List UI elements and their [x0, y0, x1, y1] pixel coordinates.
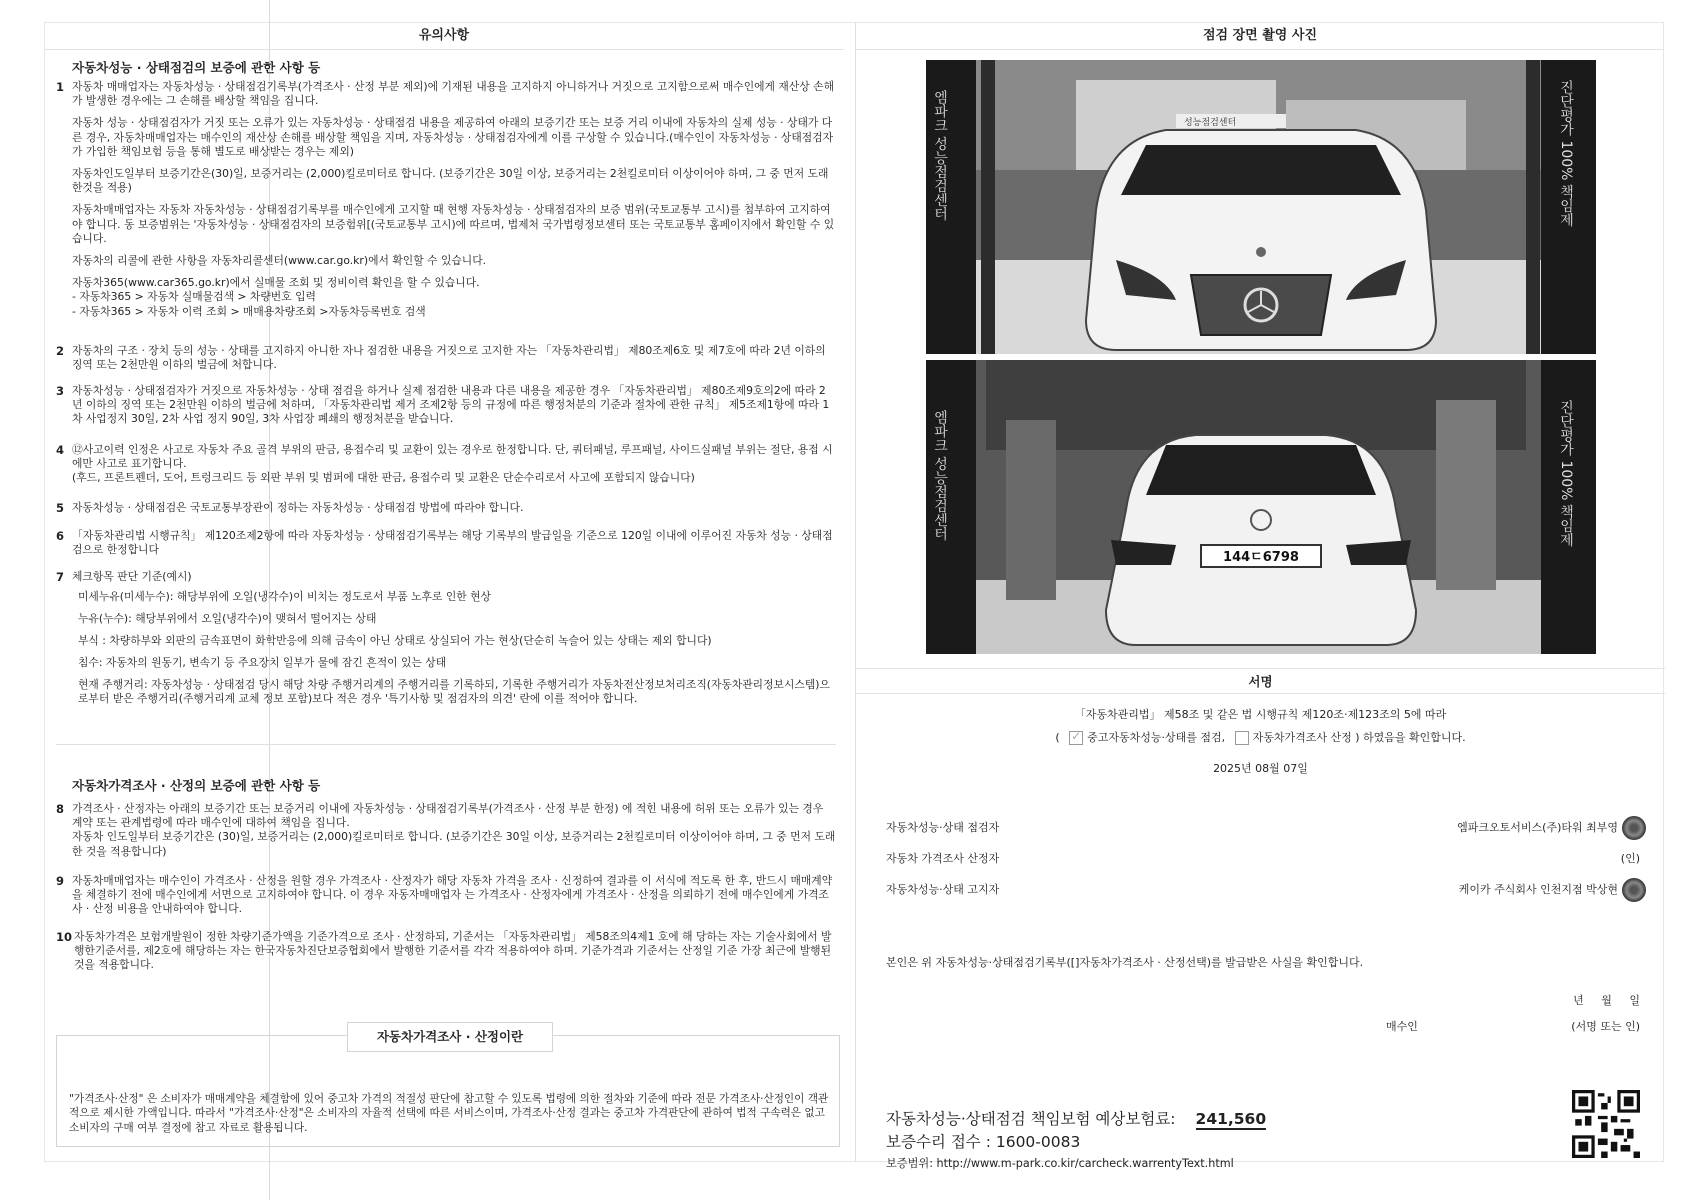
receipt-date: 년 월 일 [1573, 994, 1640, 1007]
seal-icon [1622, 878, 1646, 902]
confirm-line: ( ✓ 중고자동차성능·상태를 점검, 자동차가격조사 산정 ) 하였음을 확인합니다. [856, 729, 1665, 745]
section1-title: 자동차성능 · 상태점검의 보증에 관한 사항 등 [72, 60, 321, 75]
photos-title: 점검 장면 촬영 사진 [856, 22, 1664, 50]
receipt-statement: 본인은 위 자동차성능·상태점검기록부([]자동차가격조사 · 산정선택)를 발급받은 사실을 확인합니다. [886, 956, 1364, 969]
item-7-s2: 누유(누수): 해당부위에서 오일(냉각수)이 맺혀서 떨어지는 상태 [78, 612, 377, 625]
svg-text:엠파크 성능점검센터: 엠파크 성능점검센터 [932, 410, 948, 541]
item-1-p4: 자동차매매업자는 자동차 자동차성능 · 상태점검기록부를 매수인에게 고지할 때 현행 자동차성능 · 상태점검자의 보증 범위(국토교통부 고시)를 첨부하여 고지하여야 합니다. 동 보증범위는 '자동차성능 · 상태점검자의 보증험위[(국토교통부 고시)에 따르며, 법제처 국가법령정보센터 또는 국토교통부 홈페이지에서 확인할 수 있습니다. [72, 203, 835, 245]
item-1-p7: - 자동차365 > 자동차 실매물검색 > 차량번호 입력 [72, 290, 316, 304]
notifier-row: 자동차성능·상태 고지자 케이카 주식회사 인천지점 박상현 [886, 879, 1646, 901]
item-7-s3: 부식 : 차량하부와 외판의 금속표면이 화학반응에 의해 금속이 아닌 상태로 상실되어 가는 현상(단순히 녹슬어 있는 상태는 제외 합니다) [78, 634, 712, 647]
item-3: 3 자동차성능 · 상태점검자가 거짓으로 자동차성능 · 상태 점검을 하거나 실제 점검한 내용과 다른 내용을 제공한 경우 「자동차관리법」 제80조제9호의2에 따라 2년 이하의 징역 또는 2천만원 이하의 벌금에 처하며, 「자동차관리법 제거 조제2항 등의 규정에 따른 행정처분의 기준과 절차에 관한 규칙」 제5조제1항에 따라 1차 사업정지 30일, 2차 사업 정지 90일, 3차 사업장 폐쇄의 행정처분을 받습니다. [56, 384, 830, 426]
definition-title: 자동차가격조사 · 산정이란 [347, 1022, 553, 1052]
item-5: 5 자동차성능 · 상태점검은 국토교통부장관이 정하는 자동차성능 · 상태점검 방법에 따라야 합니다. [56, 501, 524, 515]
buyer-row: 매수인 (서명 또는 인) [1386, 1020, 1640, 1033]
signature-title: 서명 [856, 668, 1665, 694]
item-7-s1: 미세누유(미세누수): 해당부위에 오일(냉각수)이 비치는 정도로서 부품 노후로 인한 현상 [78, 590, 491, 603]
seal-icon [1622, 816, 1646, 840]
section2-title: 자동차가격조사 · 산정의 보증에 관한 사항 등 [72, 778, 321, 793]
qr-code-icon [1572, 1090, 1640, 1158]
svg-text:성능점검센터: 성능점검센터 [1184, 118, 1237, 128]
item-1-p1: 자동차 매매업자는 자동차성능 · 상태점검기록부(가격조사 · 산정 부분 제외)에 기재된 내용을 고지하지 아니하거나 거짓으로 고지함으로써 매수인에게 재산상 손해가 발생한 경우에는 그 손해를 배상할 책임을 집니다. [72, 80, 834, 108]
item-1-p2: 자동차 성능 · 상태점검자가 거짓 또는 오류가 있는 자동차성능 · 상태점검 내용을 제공하여 아래의 보증기간 또는 보증 거리 이내에 자동차의 실제 성능 · 상태가 다른 경우, 자동차매매업자는 매수인의 재산상 손해를 배상할 책임을 지며, 자동차성능 · 상태점검자에게 이를 구상할 수 있습니다.(매수인이 자동차성능 · 상태점검자가 가입한 책임보험 등을 통해 별도로 배상받는 경우는 제외) [72, 116, 834, 158]
inspector-row: 자동차성능·상태 점검자 엠파크오토서비스(주)타워 최부영 [886, 817, 1646, 839]
notes-column [44, 22, 844, 1162]
law-line: 「자동차관리법」 제58조 및 같은 법 시행규칙 제120조·제123조의 5에 따라 [1074, 708, 1447, 721]
item-1: 1 자동차 매매업자는 자동차성능 · 상태점검기록부(가격조사 · 산정 부분 제외)에 기재된 내용을 고지하지 아니하거나 거짓으로 고지함으로써 매수인에게 재산상 손해가 발생한 경우에는 그 손해를 배상할 책임을 집니다. 자동차 성능 · 상태점검자가 거짓 또는 오류가 있는 자동차성능 · 상태점검 내용을 제공하여 아래의 보증기간 또는 보증 거리 이내에 자동차의 실제 성능 · 상태가 다른 경우, 자동차매매업자는 매수인의 재산상 손해를 배상할 책임을 지며, 자동차성능 · 상태점검자에게 이를 구상할 수 있습니다.(매수인이 자동차성능 · 상태점검자가 가입한 책임보험 등을 통해 별도로 배상받는 경우는 제외) 자동차인도일부터 보증기간은(30)일, 보증거리는 (2,000)킬로미터로 합니다. (보증기간은 30일 이상, 보증거리는 2천킬로미터 이상이어야 하며, 그 중 먼저 도래한것을 적용) 자동차매매업자는 자동차 자동차성능 · 상태점검기록부를 매수인에게 고지할 때 현행 자동차성능 · 상태점검자의 보증 범위(국토교통부 고시)를 첨부하여 고지하여야 합니다. 동 보증범위는 '자동차성능 · 상태점검자의 보증험위[(국토교통부 고시)에 따르며, 법제처 국가법령정보센터 또는 국토교통부 홈페이지에서 확인할 수 있습니다. 자동차의 리콜에 관한 사항을 자동차리콜센터(www.car.go.kr)에서 확인할 수 있습니다. 자동차365(www.car365.go.kr)에서 실매물 조회 및 정비이력 확인을 할 수 있습니다. - 자동차365 > 자동차 실매물검색 > 차량번호 입력 - 자동차365 > 자동차 이력 조회 > 매매용차량조회 >자동차등록번호 검색 [56, 80, 835, 318]
item-1-p6: 자동차365(www.car365.go.kr)에서 실매물 조회 및 정비이력 확인을 할 수 있습니다. [72, 276, 480, 290]
item-10: 10 자동차가격은 보험개발원이 정한 차량기준가액을 기준가격으로 조사 · 산정하되, 기준서는 「자동차관리법」 제58조의4제1 호에 해 당하는 자는 기술사회에서 발행한기준서를, 제2호에 해당하는 자는 한국자동차진단보증협회에서 발행한 기준서를 각각 적용하여야 하며. 기준가격과 기준서는 산정일 기준 가장 최근에 발행된 것을 적용합니다. [56, 930, 832, 972]
section-divider [56, 744, 836, 745]
warranty-url[interactable]: 보증범위: http://www.m-park.co.kir/carcheck.warrentyText.html [886, 1157, 1234, 1170]
notes-title: 유의사항 [44, 22, 844, 50]
item-1-p8: - 자동차365 > 자동차 이력 조회 > 매매용차량조회 >자동차등록번호 검색 [72, 304, 426, 318]
photo-signature-column [855, 22, 1664, 1170]
premium-amount: 241,560 [1195, 1110, 1267, 1128]
inspection-photo-rear [926, 360, 1596, 654]
inspection-photo-front [926, 60, 1596, 354]
insurance-premium: 자동차성능·상태점검 책임보험 예상보험료: 241,560 [886, 1110, 1267, 1128]
svg-text:진단평가 100% 책임제: 진단평가 100% 책임제 [1558, 80, 1574, 227]
svg-text:엠파크 성능점검센터: 엠파크 성능점검센터 [932, 90, 948, 221]
item-2: 2 자동차의 구조 · 장치 등의 성능 · 상태를 고지하지 아니한 자나 점검한 내용을 거짓으로 고지한 자는 「자동차관리법」 제80조제6호 및 제7호에 따라 2년 이하의 징역 또는 2천만원 이하의 벌금에 처합니다. [56, 344, 826, 372]
definition-text: "가격조사·산정" 은 소비자가 매매계약을 체결함에 있어 중고차 가격의 적절성 판단에 참고할 수 있도록 법령에 의한 절차와 기준에 따라 전문 가격조사·산정인이 객관적으로 제시한 가액입니다. 따라서 "가격조사·산정"은 소비자의 자율적 선택에 따른 서비스이며, 가격조사·산정 결과는 중고차 가격판단에 관하여 법적 구속력은 없고 소비자의 구매 여부 결정에 참고 자료로 활용됩니다. [69, 1093, 829, 1134]
signature-date: 2025년 08월 07일 [1213, 762, 1308, 775]
item-9: 9 자동차매매업자는 매수인이 가격조사 · 산정을 원할 경우 가격조사 · 산정자가 해당 자동차 가격을 조사 · 신정하여 결과를 이 서식에 적도록 한 후, 반드시 매매계약을 체결하기 전에 매수인에게 서면으로 고지하여야 합니다. 이 경우 자동자매매업자 는 가격조사 · 산정자에게 가격조사 · 산정을 의뢰하기 전에 매수인에게 가격조사 · 산정 비용을 안내하여야 합니다. [56, 874, 833, 916]
item-7-s4: 침수: 자동차의 원동기, 변속기 등 주요장치 일부가 물에 잠긴 흔적이 있는 상태 [78, 656, 447, 669]
item-7-s5: 현재 주행거리: 자동차성능 · 상태점검 당시 해당 차량 주행거리계의 주행거리를 기록하되, 기록한 주행거리가 자동차전산정보처리조직(자동차관리정보시스템)으로부터 받은 주행거리(주행거리계 교체 정보 포함)보다 적은 경우 '특기사항 및 점검자의 의견' 란에 이를 적어야 합니다. [78, 678, 830, 706]
svg-text:진단평가 100% 책임제: 진단평가 100% 책임제 [1558, 400, 1574, 547]
definition-box [56, 1029, 840, 1147]
warranty-phone: 보증수리 접수 : 1600-0083 [886, 1133, 1081, 1151]
item-8: 8 가격조사 · 산정자는 아래의 보증기간 또는 보증거리 이내에 자동차성능 · 상태점검기록부(가격조사 · 산정 부분 한정) 에 적힌 내용에 허위 또는 오류가 있는 경우 계약 또는 관계법령에 따라 매수인에 대하여 책임을 집니다. 자동차 인도일부터 보증기간은 (30)일, 보증거리는 (2,000)킬로미터로 합니다. (보증기간은 30일 이상, 보증거리는 2천킬로미터 이상이어야 하며, 그 중 먼저 도래한 것을 적용합니다) [56, 802, 836, 858]
option2-checkbox[interactable] [1235, 731, 1249, 745]
item-1-p5: 자동차의 리콜에 관한 사항을 자동차리콜센터(www.car.go.kr)에서 확인할 수 있습니다. [72, 254, 487, 268]
item-6: 6 「자동차관리법 시행규칙」 제120조제2항에 따라 자동차성능 · 상태점검기록부는 해당 기록부의 발급일을 기준으로 120일 이내에 이루어진 자동차 성능 · 상태점검으로 한정합니다 [56, 529, 833, 557]
option1-checkbox[interactable] [1069, 731, 1083, 745]
appraiser-row: 자동차 가격조사 산정자 (인) [886, 852, 1640, 865]
item-4: 4 ⑫사고이력 인정은 사고로 자동차 주요 골격 부위의 판금, 용접수리 및 교환이 있는 경우로 한정합니다. 단, 쿼터패널, 루프패널, 사이드실패널 부위는 절단, 용접 시에만 사고로 표기합니다. (후드, 프론트펜더, 도어, 트렁크리드 등 외판 부위 및 범퍼에 대한 판금, 용접수리 및 교환은 단순수리로서 사고에 포함되지 않습니다) [56, 443, 833, 485]
item-7: 7 체크항목 판단 기준(예시) [56, 570, 192, 584]
license-plate: 144ㄷ6798 [1223, 550, 1299, 565]
item-1-p3: 자동차인도일부터 보증기간은(30)일, 보증거리는 (2,000)킬로미터로 합니다. (보증기간은 30일 이상, 보증거리는 2천킬로미터 이상이어야 하며, 그 중 먼저 도래한것을 적용) [72, 167, 829, 195]
